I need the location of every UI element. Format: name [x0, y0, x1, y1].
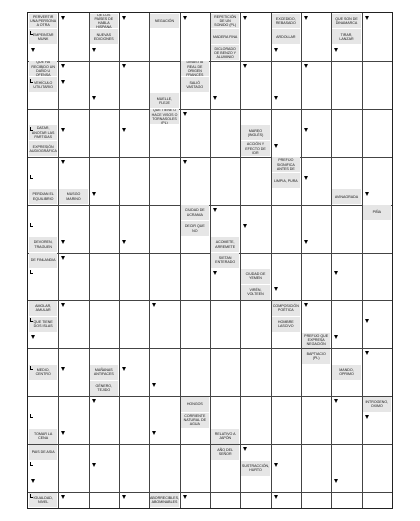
clue-cell: SIETAN ENTERADO — [211, 253, 239, 268]
clue-cell: RELATIVO A JAPÓN — [211, 429, 239, 444]
down-arrow-icon — [365, 319, 369, 323]
down-arrow-icon — [334, 399, 338, 403]
clue-cell: HONGOS — [181, 397, 209, 412]
grid-column-line — [89, 13, 90, 508]
clue-cell: PREFIJO QUE EXPRESA NEGACIÓN — [302, 333, 330, 348]
grid-row-line — [28, 253, 392, 254]
corner-arrow-icon — [30, 127, 33, 131]
clue-cell: CIUDAD DE UCRANIA — [181, 205, 209, 220]
down-arrow-icon — [92, 48, 96, 52]
grid-row-line — [28, 61, 392, 62]
down-arrow-icon — [304, 16, 308, 20]
clue-cell: ACOMETE, ARREMETE — [211, 237, 239, 252]
corner-arrow-icon — [30, 31, 33, 35]
down-arrow-icon — [61, 64, 65, 68]
clue-cell: MADERA FINA — [211, 29, 239, 44]
clue-cell: MUELLE, FLEJE — [150, 93, 178, 108]
clue-cell: DE FINLANDIA — [29, 253, 57, 268]
clue-cell: DEVOREN, TRAGUEN — [29, 237, 57, 252]
down-arrow-icon — [92, 463, 96, 467]
clue-cell: CIUDAD DE YEMEN — [241, 269, 269, 284]
clue-cell: DINASTÍA REAL DE ORIGEN FRANCÉS — [181, 61, 209, 76]
down-arrow-icon — [274, 495, 278, 499]
clue-cell: INTROGENO, OXIMO — [363, 397, 391, 412]
down-arrow-icon — [365, 415, 369, 419]
clue-cell: QUE TIENE O HACE VISOS O TORNASOLES (PL) — [151, 109, 178, 125]
down-arrow-icon — [92, 96, 96, 100]
clue-cell: QUE TIENE DOS ISLAS — [29, 317, 57, 332]
down-arrow-icon — [152, 303, 156, 307]
down-arrow-icon — [365, 16, 369, 20]
down-arrow-icon — [243, 447, 247, 451]
clue-cell: DE LOS PAÍSES DE HABLA HISPANA — [90, 14, 118, 29]
grid-column-line — [362, 13, 363, 508]
clue-cell: TIRAR, LANZAR — [332, 29, 360, 44]
clue-cell: PIÑA — [363, 205, 391, 220]
grid-column-line — [58, 13, 59, 508]
grid-row-line — [28, 109, 392, 110]
corner-arrow-icon — [30, 366, 33, 370]
clue-cell: NUEVAS EDICIONES — [90, 29, 118, 44]
clue-cell: MAÑANAS ANTIFACES — [90, 365, 118, 380]
grid-row-line — [28, 348, 392, 349]
clue-cell: PERVERTIR UNA PERSONA A OTRA — [30, 14, 57, 28]
down-arrow-icon — [274, 463, 278, 467]
down-arrow-icon — [61, 80, 65, 84]
grid-row-line — [28, 444, 392, 445]
corner-arrow-icon — [30, 318, 33, 322]
clue-cell: EMPEINTAR MUNK — [29, 29, 57, 44]
clue-cell: DATAR, ANOTAR LAS PARTIDAS — [29, 125, 57, 140]
clue-cell: DECIR QUE NO — [181, 221, 209, 236]
corner-arrow-icon — [30, 414, 33, 418]
down-arrow-icon — [122, 367, 126, 371]
clue-cell: QUE SON DE DINAMARCA — [332, 14, 360, 29]
clue-cell: COMPOSICIÓN POÉTICA — [272, 301, 300, 316]
grid-row-line — [28, 396, 392, 397]
grid-row-line — [28, 157, 392, 158]
clue-cell: AÑO DEL SEÑOR — [211, 445, 239, 460]
down-arrow-icon — [183, 495, 187, 499]
grid-row-line — [28, 300, 392, 301]
down-arrow-icon — [183, 16, 187, 20]
down-arrow-icon — [243, 224, 247, 228]
down-arrow-icon — [183, 112, 187, 116]
down-arrow-icon — [243, 16, 247, 20]
clue-cell: VIRÉN, VOLTEEN — [241, 285, 269, 300]
clue-cell: NEGACIÓN — [150, 14, 178, 29]
down-arrow-icon — [274, 96, 278, 100]
clue-cell: PERDIAN EL EQUILIBRIO — [29, 189, 57, 204]
down-arrow-icon — [92, 399, 96, 403]
down-arrow-icon — [122, 64, 126, 68]
clue-cell: PAIS DE ASIA — [29, 445, 57, 460]
down-arrow-icon — [61, 128, 65, 132]
down-arrow-icon — [213, 96, 217, 100]
down-arrow-icon — [61, 240, 65, 244]
down-arrow-icon — [122, 240, 126, 244]
down-arrow-icon — [274, 48, 278, 52]
down-arrow-icon — [365, 192, 369, 196]
down-arrow-icon — [334, 479, 338, 483]
clue-cell: BAPTIACIO (PL) — [302, 349, 330, 364]
down-arrow-icon — [31, 48, 35, 52]
down-arrow-icon — [334, 271, 338, 275]
grid-column-line — [301, 13, 302, 508]
down-arrow-icon — [213, 208, 217, 212]
down-arrow-icon — [61, 160, 65, 164]
down-arrow-icon — [334, 48, 338, 52]
clue-cell: MEDIO, CENTRO — [29, 365, 57, 380]
grid-column-line — [331, 13, 332, 508]
grid-column-line — [271, 13, 272, 508]
down-arrow-icon — [61, 16, 65, 20]
down-arrow-icon — [122, 495, 126, 499]
corner-arrow-icon — [30, 79, 33, 83]
down-arrow-icon — [304, 240, 308, 244]
clue-cell: IGUALDAD, NIVEL — [29, 493, 57, 508]
clue-cell: DICLORADO DE BENZO Y ALUMINIO — [211, 45, 239, 60]
down-arrow-icon — [304, 64, 308, 68]
clue-cell: AMOLAR, AMULAR — [29, 301, 57, 316]
clue-cell: VEHÍCULO UTILITARIO — [29, 77, 57, 92]
down-arrow-icon — [274, 144, 278, 148]
down-arrow-icon — [274, 287, 278, 291]
clue-cell: EXCEDIDO, REBASADO — [272, 14, 300, 29]
corner-arrow-icon — [30, 175, 33, 179]
clue-cell: SALIÓ VASTAGO — [181, 77, 209, 92]
down-arrow-icon — [304, 128, 308, 132]
clue-cell: ACCIÓN Y EFECTO DE IDR — [241, 141, 269, 156]
clue-cell: PREFIJO SIGNIFICA ANTES DE — [272, 157, 300, 172]
down-arrow-icon — [92, 192, 96, 196]
grid-row-line — [28, 205, 392, 206]
down-arrow-icon — [152, 431, 156, 435]
down-arrow-icon — [213, 271, 217, 275]
clue-cell: MUSGO MARINO — [59, 189, 87, 204]
down-arrow-icon — [61, 256, 65, 260]
grid-column-line — [119, 13, 120, 508]
clue-cell: QUE HA RECIBIDO UN DAÑO U OFENSA — [29, 61, 57, 76]
down-arrow-icon — [334, 335, 338, 339]
down-arrow-icon — [61, 303, 65, 307]
clue-cell: CORRIENTE NATURAL DE AGUA — [181, 413, 209, 428]
clue-cell: ABORRECIBLES, ABOMINABLES — [150, 493, 178, 508]
corner-arrow-icon — [30, 494, 33, 498]
clue-cell: SUSTRACCIÓN, HURTO — [241, 461, 269, 476]
clue-cell: GÉNERO, TEJIDO — [90, 381, 118, 396]
grid-row-line — [28, 492, 392, 493]
down-arrow-icon — [365, 351, 369, 355]
clue-cell: EXPRESIÓN AUDIOGRÁFICA — [29, 141, 57, 156]
down-arrow-icon — [183, 160, 187, 164]
down-arrow-icon — [31, 335, 35, 339]
clue-cell: HOMBRE LASCIVO — [272, 317, 300, 332]
down-arrow-icon — [122, 128, 126, 132]
clue-cell: REPETICIÓN DE UN SONIDO (PL) — [211, 14, 239, 29]
down-arrow-icon — [243, 64, 247, 68]
grid-column-line — [149, 13, 150, 508]
crossword-grid — [27, 12, 393, 509]
clue-cell: MANDO, OPRIMO — [332, 365, 360, 380]
clue-cell: AVINAGRADA — [332, 189, 360, 204]
down-arrow-icon — [61, 431, 65, 435]
down-arrow-icon — [31, 479, 35, 483]
clue-cell: MAREO (INGLÉS) — [241, 125, 269, 140]
corner-arrow-icon — [30, 462, 33, 466]
clue-cell: ARDOLLAR — [272, 29, 300, 44]
down-arrow-icon — [122, 16, 126, 20]
down-arrow-icon — [152, 383, 156, 387]
down-arrow-icon — [61, 367, 65, 371]
clue-cell: TOMAR LA CENA — [29, 429, 57, 444]
corner-arrow-icon — [30, 223, 33, 227]
down-arrow-icon — [304, 176, 308, 180]
corner-arrow-icon — [30, 270, 33, 274]
down-arrow-icon — [61, 495, 65, 499]
down-arrow-icon — [304, 303, 308, 307]
grid-column-line — [240, 13, 241, 508]
clue-cell: LIMPIA, PURA — [272, 173, 300, 188]
